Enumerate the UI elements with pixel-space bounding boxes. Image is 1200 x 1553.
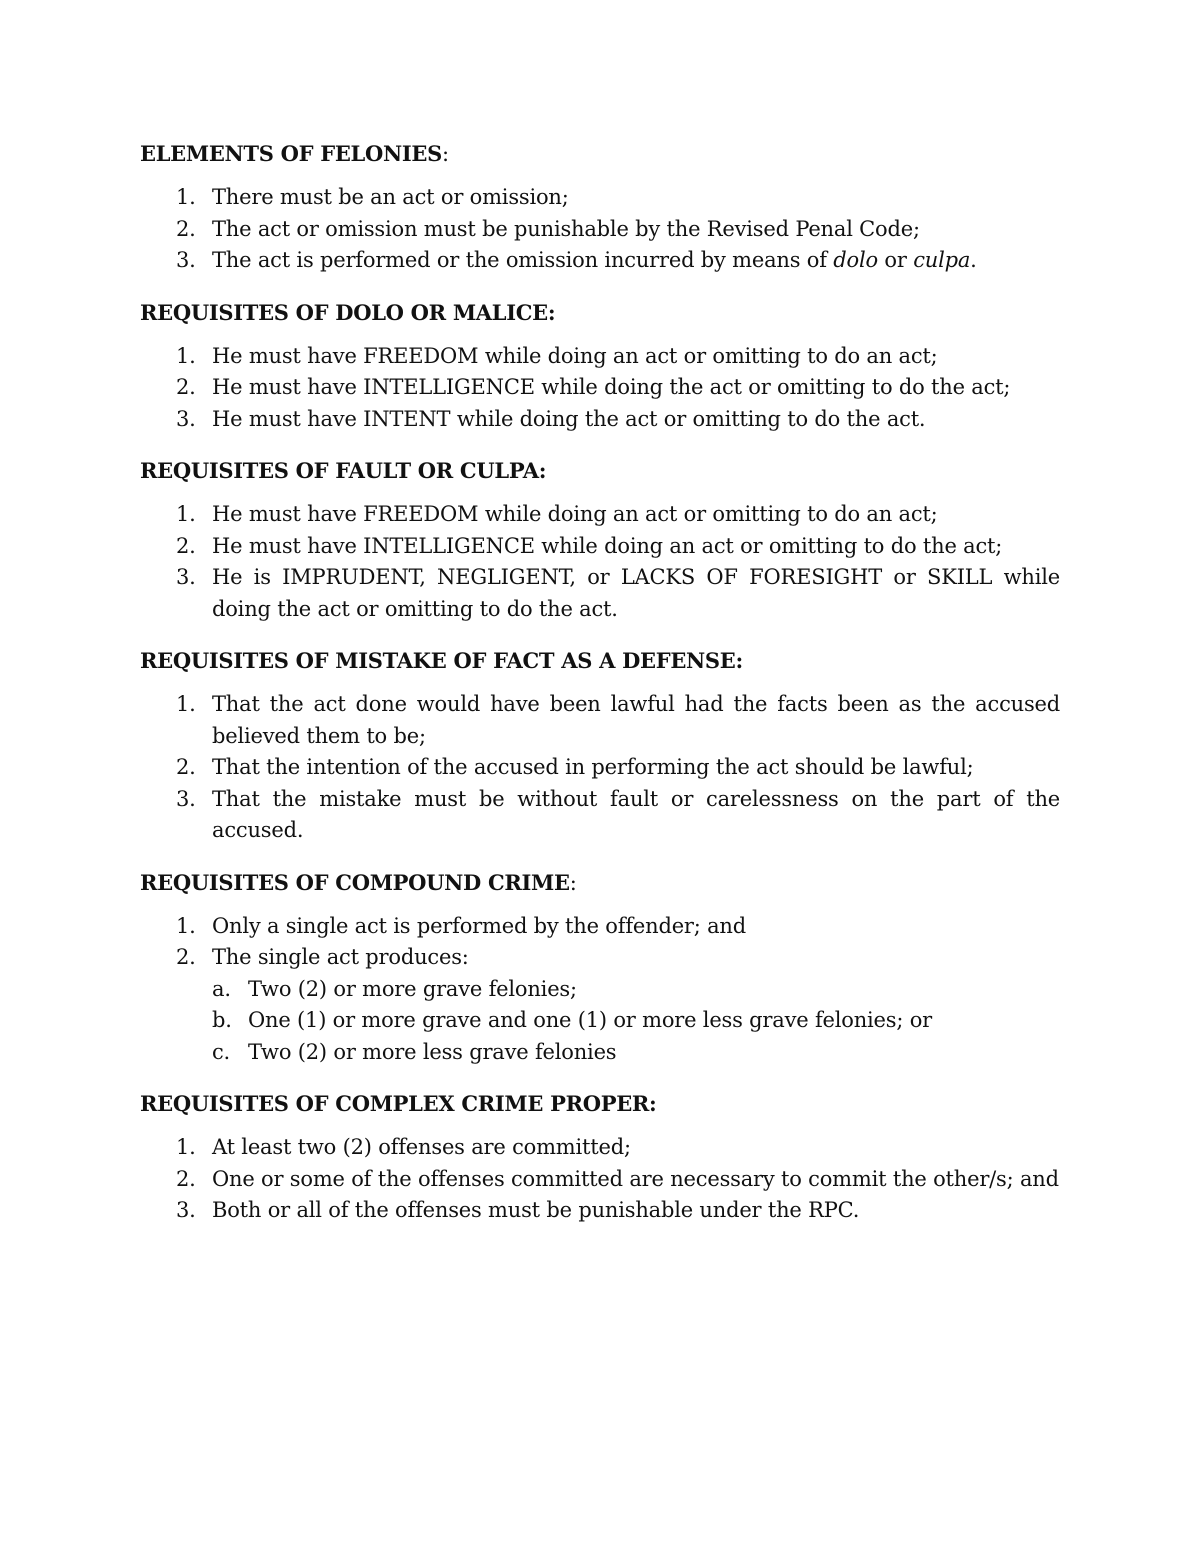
section-compound-crime (140, 867, 1060, 1069)
list-item: 3. That the mistake must be without fault or carelessness on the part of the accused. (176, 786, 1060, 842)
list-item: 1. Only a single act is performed by the offender; and (176, 913, 746, 938)
section-heading: REQUISITES OF FAULT OR CULPA: (140, 458, 547, 483)
list-item: 3. The act is performed or the omission incurred by means of dolo or culpa. (176, 248, 977, 272)
list-item: 1. That the act done would have been lawful had the facts been as the accused believed them to be; (176, 692, 1060, 748)
sublist-item: b. One (1) or more grave and one (1) or more less grave felonies; or (212, 1008, 932, 1032)
section-heading: REQUISITES OF DOLO OR MALICE: (140, 299, 556, 325)
list-item: 1. He must have FREEDOM while doing an act or omitting to do an act; (176, 343, 938, 368)
section-dolo-or-malice (140, 297, 1060, 436)
section-complex-crime-proper (140, 1088, 1060, 1227)
list-item: 2. He must have INTELLIGENCE while doing the act or omitting to do the act; (176, 375, 1011, 399)
numbered-list (140, 499, 1060, 625)
list-item: 3. He is IMPRUDENT, NEGLIGENT, or LACKS OF FORESIGHT or SKILL while doing the act or omitting to do the act. (176, 565, 1060, 621)
list-item: 3. Both or all of the offenses must be punishable under the RPC. (176, 1198, 860, 1222)
list-item: 2. The single act produces: a. Two (2) or more grave felonies; b. One (1) or more grave and one (1) or more less grave felonies; or c. Two (2) or more less grave felonies (140, 942, 1060, 1068)
section-fault-or-culpa (140, 455, 1060, 625)
numbered-list (140, 1132, 1060, 1227)
list-item: 2. He must have INTELLIGENCE while doing an act or omitting to do the act; (176, 533, 1003, 558)
section-heading: REQUISITES OF COMPLEX CRIME PROPER: (140, 1091, 657, 1116)
list-item: 2. That the intention of the accused in performing the act should be lawful; (176, 755, 974, 779)
document-page (140, 138, 1060, 1247)
section-heading: REQUISITES OF COMPOUND CRIME: (140, 869, 577, 895)
numbered-list (140, 341, 1060, 436)
section-mistake-of-fact (140, 645, 1060, 847)
list-item: 2. One or some of the offenses committed are necessary to commit the other/s; and (176, 1166, 1059, 1191)
list-item: 1. There must be an act or omission; (176, 185, 569, 209)
list-item: 2. The act or omission must be punishable by the Revised Penal Code; (176, 216, 920, 241)
numbered-list (140, 911, 1060, 1069)
numbered-list (140, 689, 1060, 847)
section-heading: REQUISITES OF MISTAKE OF FACT AS A DEFENSE: (140, 648, 743, 673)
list-item: 3. He must have INTENT while doing the act or omitting to do the act. (176, 406, 926, 431)
sublist-item: a. Two (2) or more grave felonies; (212, 976, 577, 1001)
section-heading: ELEMENTS OF FELONIES: (140, 141, 449, 166)
sublist-item: c. Two (2) or more less grave felonies (212, 1039, 617, 1064)
list-item: 1. He must have FREEDOM while doing an act or omitting to do an act; (176, 502, 938, 526)
section-elements-of-felonies (140, 138, 1060, 277)
lettered-sublist (212, 974, 1060, 1069)
list-item: 1. At least two (2) offenses are committed; (176, 1135, 631, 1159)
numbered-list (140, 182, 1060, 277)
